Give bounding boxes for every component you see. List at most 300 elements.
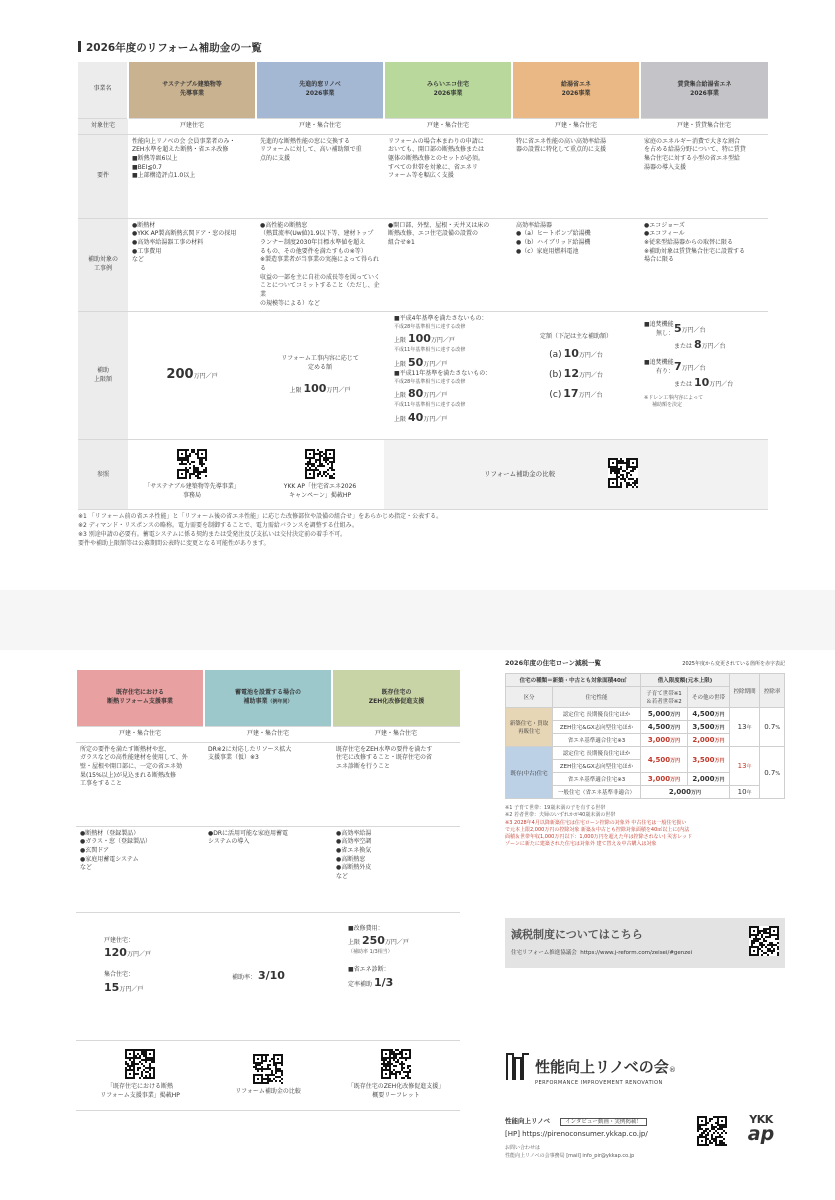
loan-cell [641, 734, 688, 747]
row-label-amount: 補助 上限額 [78, 312, 128, 440]
list-line: ●ガラス・窓（登録製品） [80, 838, 152, 846]
loan-title: 2026年度の住宅ローン減税一覧 [505, 659, 601, 667]
text: 100 [303, 381, 327, 395]
amount-cell [512, 312, 640, 440]
text: 万円／戸 [126, 951, 151, 959]
text [674, 359, 733, 391]
text: 万円 [691, 790, 702, 796]
list-line: ●（b）ハイブリッド給湯機 [516, 238, 591, 246]
section-title [78, 40, 262, 55]
list-line: リフォームの場合本まわりの申請に [388, 137, 484, 145]
list-line: 性能向上リノベの会 会員事業者のみ・ [132, 137, 236, 145]
works-cell [332, 826, 460, 912]
text: ※1 子育て世帯：19歳未満の子を有する世帯 [505, 805, 606, 811]
text: ※3 2028年4月以降新築住宅は住宅ローン控除の対象外 中古住宅は一般住宅扱い [505, 819, 687, 826]
text [644, 359, 674, 391]
reference-qr-code[interactable] [305, 449, 335, 479]
list-line: 特に省エネ性能の高い高効率給湯 [516, 137, 607, 145]
requirements-cell [332, 742, 460, 826]
tax-title: 減税制度についてはこちら [511, 928, 643, 941]
text [348, 933, 456, 949]
text: ■平成4年基準を満たさないもの： [394, 315, 488, 323]
text: 万円／台 [681, 327, 706, 335]
text: ap [747, 1123, 775, 1145]
list-line: 既存住宅をZEH水準の要件を満たす [336, 745, 433, 753]
text: または [674, 381, 693, 389]
text [516, 346, 636, 362]
text: 戸建住宅： [104, 936, 135, 944]
works-cell [512, 218, 640, 312]
text [674, 375, 733, 391]
list-line: ●（a）ヒートポンプ給湯機 [516, 230, 591, 238]
text: 0.7 [764, 768, 776, 777]
text: 万円／戸 [430, 337, 455, 345]
brand-mark: ® [668, 1066, 676, 1074]
amount-cell [204, 912, 332, 1040]
list-line: 躯体の断熱改修とのセットが必須。 [388, 154, 485, 162]
text [516, 366, 636, 382]
text: 3,500 [692, 723, 715, 731]
list-line: 支援事業（仮）※3 [208, 754, 259, 762]
text: 補助事業 [243, 697, 268, 705]
list-line: 場合に限る [644, 256, 675, 264]
text: 上限 [394, 360, 407, 368]
subsidy-table-bottom [75, 670, 460, 1111]
text: 3,000 [647, 736, 671, 744]
list-line: ●工事費用 [132, 247, 162, 255]
list-line: ●YKK AP製高断熱玄関ドア・窓の採用 [132, 230, 237, 238]
list-line: 器の設置に特化して重点的に支援 [516, 146, 607, 154]
text: % [775, 725, 781, 731]
loan-h-perf: 住宅性能 [553, 687, 641, 708]
text: 4,500 [647, 723, 671, 731]
amount-cell [332, 912, 460, 1040]
list-line: を占める給湯分野について、特に賃貸 [644, 146, 746, 154]
text: ■省エネ診断： [348, 966, 390, 974]
text: 80 [407, 387, 424, 401]
reference-cell [76, 1040, 204, 1110]
list-line: ■上部構造評点1.0以上 [132, 172, 196, 180]
text: 万円 [714, 777, 725, 783]
target-cell: 戸建・賃貸集合住宅 [640, 118, 768, 134]
list-line: など [336, 872, 349, 880]
brand-site-label: 性能向上リノベ [505, 1117, 550, 1125]
text: 万円 [670, 738, 681, 744]
works-cell [384, 218, 512, 312]
text: 万円 [670, 757, 681, 764]
brand-hp[interactable]: [HP] https://pirenoconsumer.ykkap.co.jp/ [505, 1130, 648, 1138]
reference-cell [256, 440, 384, 510]
loan-perf: 認定住宅 長期優良住宅ほか [553, 747, 641, 760]
text: 事務局 [182, 491, 201, 499]
list-line: ZEH水準を超えた断熱・省エネ改修 [132, 146, 229, 154]
column-header [204, 670, 332, 726]
loan-note: 2025年度から変更されている箇所を赤字表記 [682, 661, 785, 667]
text: YKK [749, 1113, 773, 1126]
text: 2026年度のリフォーム補助金の一覧 [86, 42, 262, 54]
target-cell: 戸建・集合住宅 [384, 118, 512, 134]
brand-name-block [535, 1056, 676, 1086]
row-label-requirements: 要件 [78, 134, 128, 218]
list-line: 集合住宅に対する小型の省エネ型給 [644, 154, 741, 162]
amount-cell [76, 912, 204, 1040]
loan-perf: ZEH住宅&GX志向型住宅ほか [553, 760, 641, 773]
text [674, 321, 726, 337]
brand-site-row [505, 1116, 647, 1125]
text: 万円／戸 [423, 360, 448, 368]
text: 「既存住宅のZEH化改修促進支援」 [347, 1083, 445, 1091]
text: ZEH化改修促進支援 [368, 697, 425, 705]
list-line: 断熱改修、エコ住宅設備の設置の [388, 230, 479, 238]
tax-box[interactable] [505, 918, 785, 968]
reference-qr-code[interactable] [125, 1049, 155, 1079]
loan-rate [760, 747, 785, 799]
list-line: （熱貫流率(Uw値)1.9以下等、建材トップ [260, 230, 374, 238]
title-bar [78, 41, 81, 52]
list-line: 収益の一部を主に自社の成長等を図っていく [260, 273, 381, 281]
text: キャンペーン」掲載HP [288, 491, 351, 499]
text [516, 386, 636, 402]
text: 上限 [289, 386, 302, 394]
text: 給湯省エネ [560, 81, 591, 89]
list-line: ※補助対象は賃貸集合住宅に設置する [644, 247, 746, 255]
list-line: ●高効率給湯器工事の材料 [132, 238, 204, 246]
list-line: など [132, 256, 145, 264]
list-line: ●（c）家庭用燃料電池 [516, 247, 579, 255]
reference-qr-code[interactable] [253, 1054, 283, 1084]
works-cell [256, 218, 384, 312]
tax-qr-code[interactable] [749, 926, 779, 956]
text: または [674, 343, 693, 351]
text: 定額（下記は主な補助額） [539, 333, 612, 341]
text: 上限 [394, 392, 407, 400]
loan-cell [641, 773, 688, 786]
requirements-cell [204, 742, 332, 826]
list-line: の規模等による）など [260, 299, 321, 307]
compare-qr-code[interactable] [608, 458, 638, 488]
text: リフォーム支援事業」掲載HP [100, 1091, 180, 1099]
tax-line [511, 948, 779, 956]
list-line: ●省エネ換気 [336, 846, 372, 854]
row-label-works: 補助対象の 工事例 [78, 218, 128, 312]
loan-period [729, 708, 759, 747]
text: で元本上限2,000万円の控除対象 新築＆中古とも控除対象面積を40㎡以上に(内法 [505, 826, 690, 833]
text: 補助率： [232, 974, 257, 982]
works-cell [76, 826, 204, 912]
text: 住宅リフォーム推進協議会 [511, 950, 577, 956]
list-line: ●高断熱外皮 [336, 864, 372, 872]
list-line: ※従来型給湯器からの取替に限る [644, 238, 734, 246]
text [260, 381, 380, 397]
text: 面積＆世帯年収1,000万円以下：1,000万円を超えた年は控除されない) 災害レッド [505, 834, 693, 840]
text: 3,500 [692, 755, 715, 764]
loan-cell [641, 721, 688, 734]
text: 万円 [670, 777, 681, 783]
loan-cell [641, 786, 730, 799]
text: 平成11年基準相当に達する改修 [394, 347, 466, 354]
list-line: ●高効率空調 [336, 838, 372, 846]
text: 上限 [394, 415, 407, 423]
text: 万円／台 [701, 343, 726, 351]
row-label-target: 対象住宅 [78, 118, 128, 134]
footnote: ※3 別途申請の必要有。蓄電システムに係る契約または受発注及び支払いは交付決定前の着手不可。 [78, 531, 347, 538]
target-cell: 戸建・集合住宅 [332, 726, 460, 742]
list-line: ●開口部、外壁、屋根・天井又は床の [388, 221, 490, 229]
footnote: 要件や補助上限額等は公募期間公表時に変更となる可能性があります。 [78, 540, 270, 547]
text: 3/10 [257, 969, 285, 983]
text [394, 331, 508, 347]
text: 万円／戸 [119, 985, 144, 993]
list-line: 所定の要件を満たす断熱材や窓、 [80, 745, 171, 753]
text: リフォーム補助金の比較 [235, 1087, 301, 1095]
text [348, 975, 456, 991]
brand-name: 性能向上リノベの会 [535, 1058, 669, 1076]
text: 12 [563, 367, 579, 381]
loan-table [505, 673, 785, 799]
text: 8 [693, 338, 702, 352]
list-line: ■断熱等級6以上 [132, 154, 178, 162]
text: 蓄電池を設置する場合の [234, 689, 301, 697]
column-header [332, 670, 460, 726]
list-line: 先進的な断熱性能の窓に交換する [260, 137, 351, 145]
works-cell [204, 826, 332, 912]
text: ■追焚機能 [644, 321, 674, 329]
amount-cell [256, 312, 384, 440]
list-line: ガラスなどの高性能建材を使用して、外 [80, 754, 188, 762]
loan-period [729, 786, 759, 799]
loan-h-rate: 控除率 [760, 674, 785, 708]
text: 120 [104, 946, 127, 960]
text: 万円／戸 [423, 392, 448, 400]
loan-notes [505, 805, 785, 849]
target-cell: 戸建・集合住宅 [512, 118, 640, 134]
text: 10 [693, 376, 710, 390]
text [394, 386, 508, 402]
works-cell [128, 218, 256, 312]
footnote: ※1 「リフォーム前の省エネ性能」と「リフォーム後の省エネ性能」に応じた改修部位や設備の組合せ」をあらかじめ指定・公表する。 [78, 513, 443, 520]
row-label-reference: 参照 [78, 440, 128, 510]
loan-section [505, 658, 785, 849]
text: 0.7 [764, 723, 776, 731]
brand-logo [505, 1052, 531, 1086]
list-line: ●高性能の断熱窓 [260, 221, 308, 229]
text: 「サステナブル建築物等先導事業」 [144, 483, 240, 491]
loan-perf: ZEH住宅&GX志向型住宅ほか [553, 721, 641, 734]
column-header [76, 670, 204, 726]
text: 2,000 [668, 788, 692, 796]
text: 集合住宅： [104, 971, 135, 979]
text: (b) [549, 370, 562, 381]
loan-cell [688, 708, 730, 721]
text: 1/3 [373, 976, 394, 990]
works-cell [640, 218, 768, 312]
text: 万円／戸 [326, 386, 351, 394]
list-line: ※製造事業者が当事業の実施によって得られる [260, 256, 380, 272]
list-line: ●断熱材 [132, 221, 156, 229]
text [505, 658, 785, 667]
text: % [775, 770, 781, 777]
column-header [128, 62, 256, 118]
list-line: 住宅に改修すること・既存住宅の省 [336, 754, 433, 762]
text: 万円／台 [578, 352, 603, 360]
text: 先導事業 [179, 89, 204, 97]
list-line: DR※2に対応したリソース拡大 [208, 745, 292, 753]
text: 2,000 [692, 775, 715, 783]
text: (a) [549, 350, 562, 361]
reference-cell [128, 440, 256, 510]
loan-h-child: 子育て世帯※1＆若者世帯※2 [641, 687, 688, 708]
target-cell: 戸建住宅 [128, 118, 256, 134]
column-header [512, 62, 640, 118]
text: 年 [746, 725, 752, 731]
text [644, 359, 764, 391]
text: 2026事業 [305, 89, 335, 97]
loan-cell [641, 747, 688, 773]
list-line: 点的に支援 [260, 154, 291, 162]
text: 無し： [655, 330, 674, 338]
text: みらいエコ住宅 [426, 81, 469, 89]
text: 有り： [655, 367, 674, 375]
text [644, 321, 674, 353]
text: 万円／戸 [384, 939, 409, 947]
list-line: 組合せ※1 [388, 238, 415, 246]
amount-cell [384, 312, 512, 440]
text: リフォーム補助金の比較 [484, 470, 556, 479]
list-line: ●DRに活用可能な家庭用蓄電 [208, 829, 289, 837]
list-line: 果(15%以上)が見込まれる断熱改修 [80, 771, 177, 779]
text: 7 [674, 360, 682, 374]
text: 平成28年基準相当に達する改修 [394, 324, 466, 331]
contact[interactable]: 性能向上リノベの会事務局 [mail] info_pir@ykkap.co.jp [505, 1153, 635, 1159]
text: 万円 [714, 757, 725, 764]
text: 13 [737, 723, 747, 731]
footnotes [78, 512, 778, 548]
loan-h-period: 控除期間 [729, 674, 759, 708]
text: ■改修費用： [348, 924, 384, 932]
loan-perf: 一般住宅（省エネ基準非適合） [553, 786, 641, 799]
amount-cell [128, 312, 256, 440]
reference-cell [332, 1040, 460, 1110]
text: （補助率 1/3相当） [348, 949, 393, 956]
brand-mark-icon [505, 1052, 531, 1082]
requirements-cell [512, 134, 640, 218]
requirements-cell [384, 134, 512, 218]
text: 4,500 [692, 710, 715, 718]
text: 13 [737, 762, 747, 770]
text [674, 337, 726, 353]
text: 先進的窓リノベ [299, 81, 341, 89]
text: 万円 [714, 712, 725, 718]
brand-qr-code[interactable] [697, 1116, 727, 1146]
ykkap-logo [742, 1114, 780, 1144]
brand-badge: インタビュー動画・実例掲載！ [560, 1118, 647, 1126]
list-line: 高効率給湯器 [516, 221, 553, 229]
text: 上限 [348, 939, 361, 947]
text: 既存住宅における [115, 689, 164, 697]
target-cell: 戸建・集合住宅 [204, 726, 332, 742]
text: 万円 [670, 712, 681, 718]
list-line: ことについてコミットすること（ただし、企業 [260, 282, 380, 298]
list-line: 工事をすること [80, 780, 123, 788]
list-line: すべての世帯を対象に、省エネリ [388, 163, 478, 171]
column-header [256, 62, 384, 118]
text: 200 [166, 367, 194, 383]
requirements-cell [640, 134, 768, 218]
tax-url[interactable]: https://www.j-reform.com/zeisei/#genzei [580, 950, 693, 956]
loan-h-other: その他の世帯 [688, 687, 730, 708]
text: 賃貸集合給湯省エネ [677, 81, 732, 89]
list-line: 壁・屋根や開口部に、一定の省エネ効 [80, 762, 183, 770]
text: ※ドレン工事内容によって [644, 395, 704, 402]
text: 15 [104, 980, 120, 994]
text: 年 [746, 790, 752, 796]
list-line: ●エコフィール [644, 230, 685, 238]
list-line: 湯器の導入支援 [644, 163, 687, 171]
list-line: ●家庭用蓄電システム [80, 855, 139, 863]
text: 250 [361, 934, 385, 948]
list-line: フォーム等を幅広く支援 [388, 172, 454, 180]
contact-label: お問い合わせは [505, 1145, 541, 1151]
text: 50 [407, 355, 424, 369]
loan-perf: 省エネ基準適合住宅※3 [553, 734, 641, 747]
text: 10 [737, 788, 747, 796]
text: 万円／戸 [423, 415, 448, 423]
text [104, 980, 200, 996]
requirements-cell [256, 134, 384, 218]
row-label-project: 事業名 [78, 62, 128, 118]
text [209, 698, 327, 707]
loan-cell [688, 734, 730, 747]
text: ゾーンに新たに建築された住宅は対象外 建て替え＆中古購入は対象 [505, 841, 657, 848]
column-header [640, 62, 768, 118]
text: (c) [549, 390, 562, 401]
text: 17 [563, 387, 579, 401]
column-header [384, 62, 512, 118]
list-line: ■BEI≦0.7 [132, 163, 162, 171]
text: 10 [563, 347, 579, 361]
reference-qr-code[interactable] [381, 1049, 411, 1079]
text: 40 [407, 410, 424, 424]
text: ■平成11年基準を満たさないもの： [394, 370, 492, 378]
subsidy-table-top [78, 62, 768, 510]
loan-cell [641, 708, 688, 721]
reference-qr-code[interactable] [177, 449, 207, 479]
loan-cell [688, 773, 730, 786]
text: 定率補助 [348, 981, 373, 989]
text: 万円／台 [681, 365, 706, 373]
list-line: おいても、開口部の断熱改修または [388, 146, 485, 154]
text: サステナブル建築物等 [162, 81, 222, 89]
text [394, 355, 508, 371]
brand-tagline: PERFORMANCE IMPROVEMENT RENOVATION [535, 1080, 663, 1086]
reference-cell [204, 1040, 332, 1110]
list-line: ●エコジョーズ [644, 221, 685, 229]
text: 5,000 [647, 710, 671, 718]
text: 万円／台 [709, 381, 734, 389]
text [674, 321, 726, 353]
footnote: ※2 ディマンド・リスポンスの略称。電力需要を制御することで、電力需給バランスを調整する仕組み。 [78, 522, 359, 529]
text: YKK AP「住宅省エネ2026 [283, 483, 357, 491]
text: 2,000 [692, 736, 715, 744]
page-divider [0, 590, 835, 650]
loan-perf: 省エネ基準適合住宅※3 [553, 773, 641, 786]
list-line: など [80, 864, 93, 872]
loan-bar-right: 借入限度額(元本上限) [641, 674, 730, 687]
text: 100 [407, 332, 431, 346]
text: ※2 若者世帯：夫婦のいずれかが40歳未満の世帯 [505, 812, 616, 819]
text [394, 410, 508, 426]
text: 万円／戸 [193, 373, 218, 381]
